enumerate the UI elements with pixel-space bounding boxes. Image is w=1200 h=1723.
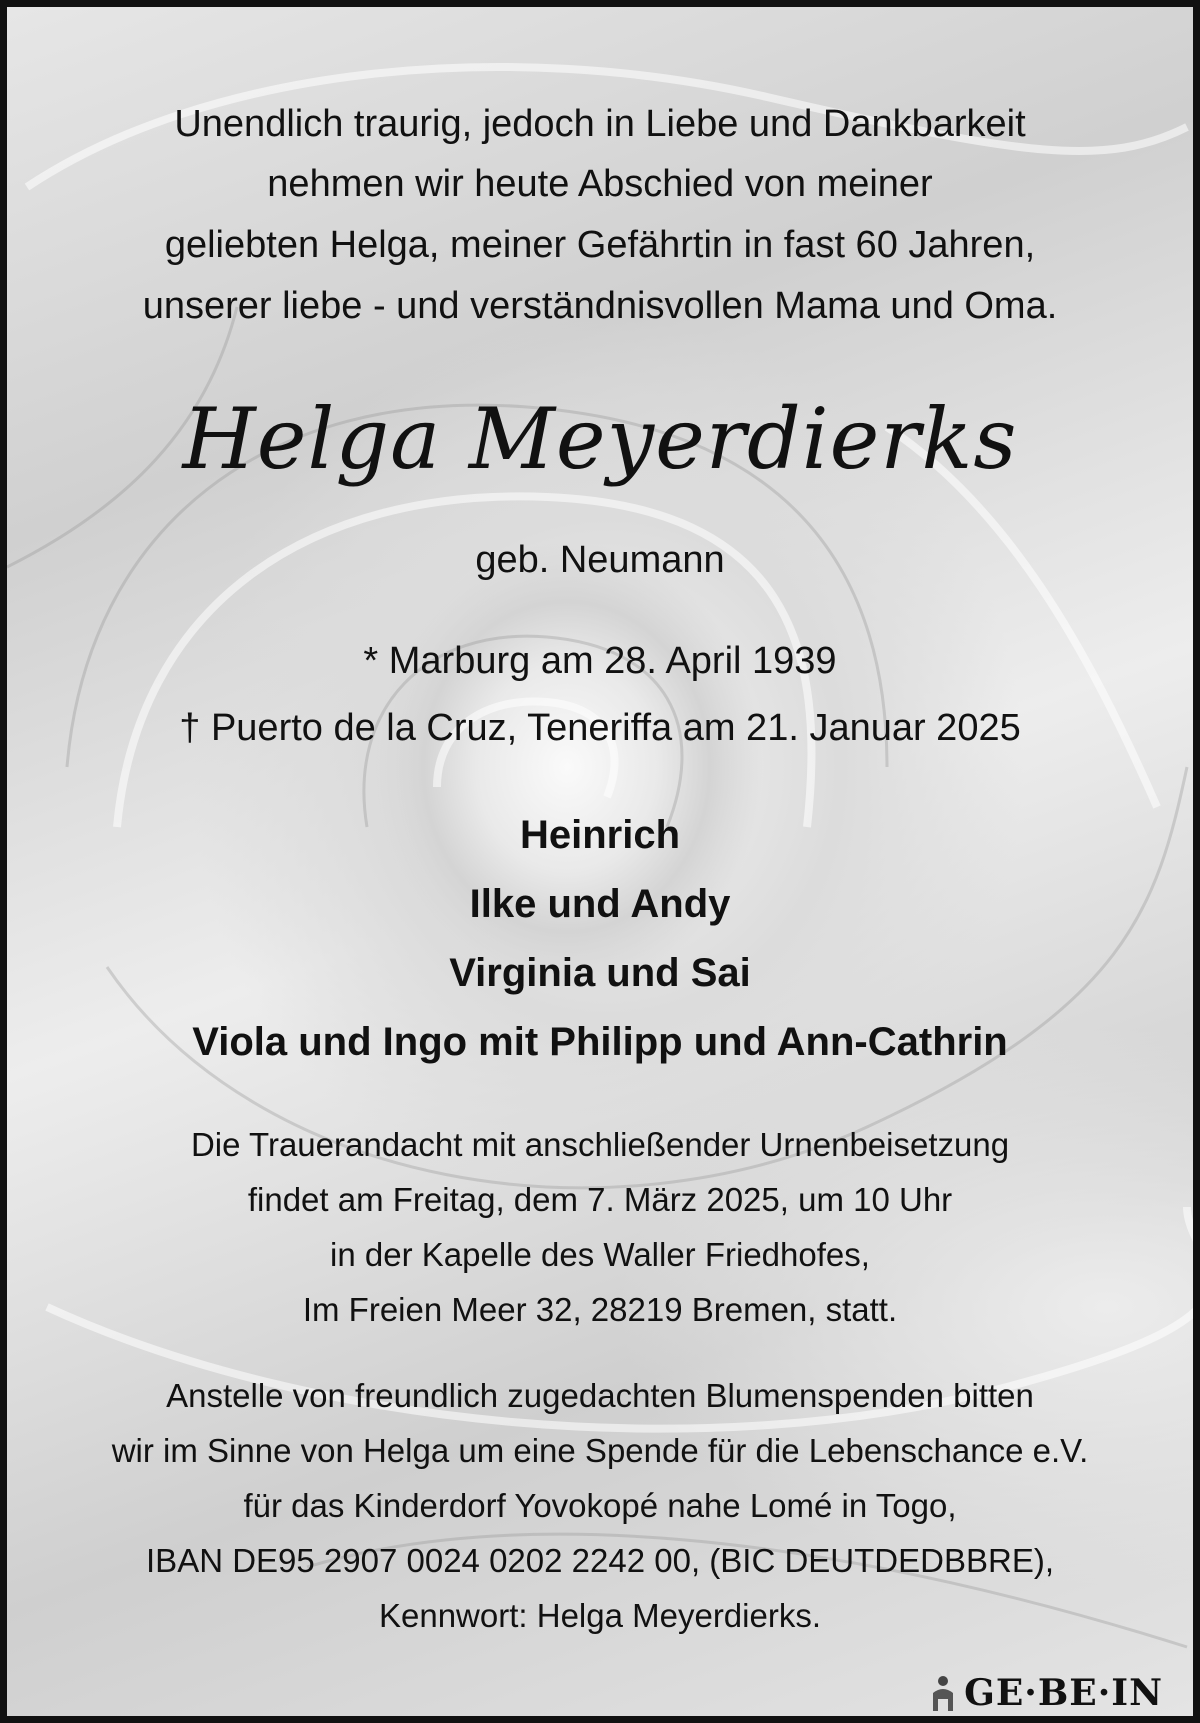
family-figures-icon	[928, 1675, 958, 1711]
donation-info-line: wir im Sinne von Helga um eine Spende für die Lebenschance e.V.	[111, 1432, 1089, 1469]
donation-info-line: IBAN DE95 2907 0024 0202 2242 00, (BIC DEUTDEDBBRE),	[146, 1542, 1054, 1579]
service-info-line: findet am Freitag, dem 7. März 2025, um 10 Uhr	[247, 1181, 953, 1218]
birth-name: geb. Neumann	[475, 539, 725, 581]
donation-info-line: Kennwort: Helga Meyerdierks.	[378, 1597, 822, 1634]
intro-line: nehmen wir heute Abschied von meiner	[267, 163, 933, 205]
family-member: Heinrich	[519, 813, 681, 857]
logo-text: GE·BE·IN	[964, 1672, 1163, 1714]
death-date: † Puerto de la Cruz, Teneriffa am 21. Januar 2025	[179, 707, 1021, 749]
deceased-name: Helga Meyerdierks	[182, 390, 1018, 488]
service-info-line: in der Kapelle des Waller Friedhofes,	[330, 1236, 870, 1273]
service-info-line: Im Freien Meer 32, 28219 Bremen, statt.	[302, 1291, 898, 1328]
intro-line: Unendlich traurig, jedoch in Liebe und Dankbarkeit	[174, 103, 1026, 145]
service-info-line: Die Trauerandacht mit anschließender Urnenbeisetzung	[190, 1126, 1010, 1163]
intro-line: geliebten Helga, meiner Gefährtin in fast 60 Jahren,	[164, 224, 1036, 266]
donation-info-line: für das Kinderdorf Yovokopé nahe Lomé in Togo,	[243, 1487, 957, 1524]
intro-line: unserer liebe - und verständnisvollen Mama und Oma.	[142, 285, 1058, 327]
donation-info-line: Anstelle von freundlich zugedachten Blumenspenden bitten	[166, 1377, 1034, 1414]
gebein-logo	[928, 1672, 1163, 1714]
birth-date: * Marburg am 28. April 1939	[363, 640, 837, 682]
family-member: Virginia und Sai	[449, 951, 751, 995]
family-member: Viola und Ingo mit Philipp und Ann-Cathrin	[192, 1020, 1008, 1064]
family-member: Ilke und Andy	[469, 882, 731, 926]
